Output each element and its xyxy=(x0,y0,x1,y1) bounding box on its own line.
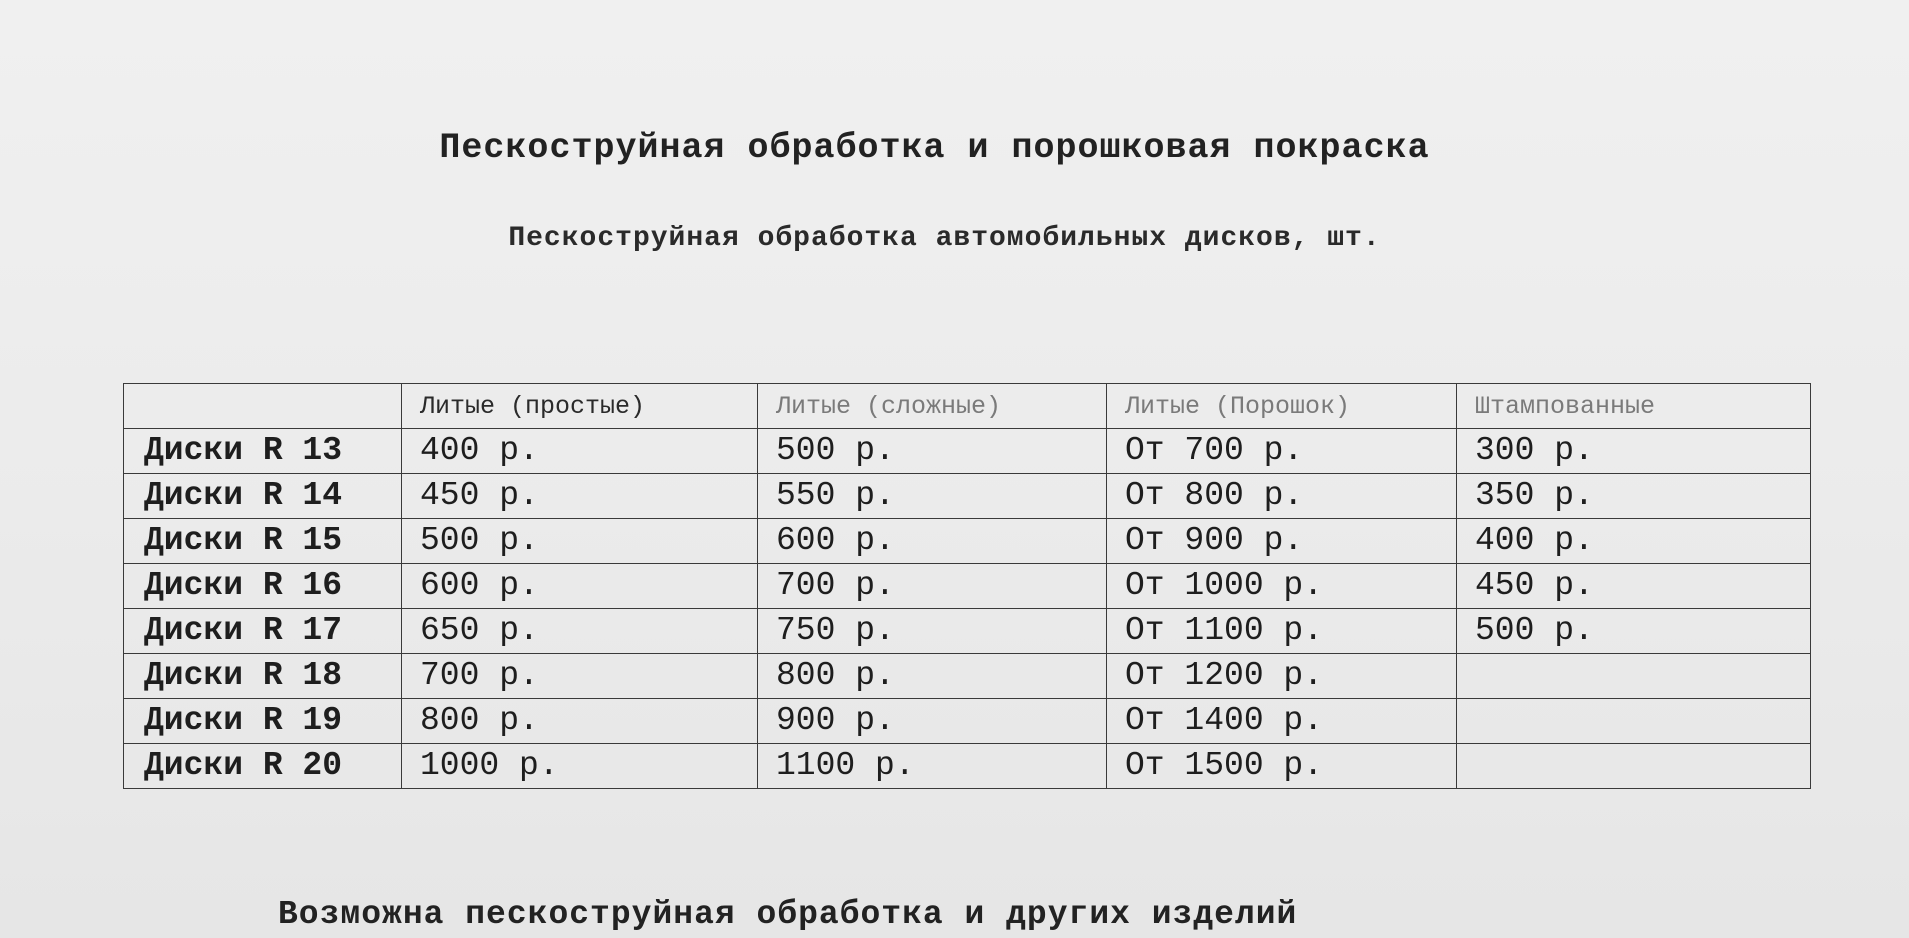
price-cell: 400 р. xyxy=(402,429,758,474)
price-cell: 550 р. xyxy=(758,474,1107,519)
price-cell: 750 р. xyxy=(758,609,1107,654)
price-table xyxy=(123,383,1811,789)
price-cell: От 900 р. xyxy=(1107,519,1457,564)
document-title: Пескоструйная обработка и порошковая покраска xyxy=(439,128,1430,168)
price-cell: От 1400 р. xyxy=(1107,699,1457,744)
row-label: Диски R 18 xyxy=(124,654,402,699)
header-cell-cast-simple: Литые (простые) xyxy=(402,384,758,429)
price-cell: 600 р. xyxy=(758,519,1107,564)
table-row xyxy=(124,744,1811,789)
price-cell: 900 р. xyxy=(758,699,1107,744)
price-cell: 800 р. xyxy=(402,699,758,744)
price-cell: 450 р. xyxy=(402,474,758,519)
table-row xyxy=(124,609,1811,654)
price-cell: 800 р. xyxy=(758,654,1107,699)
table-row xyxy=(124,654,1811,699)
price-cell: 300 р. xyxy=(1457,429,1811,474)
row-label: Диски R 19 xyxy=(124,699,402,744)
price-cell: 1100 р. xyxy=(758,744,1107,789)
document-subtitle: Пескоструйная обработка автомобильных дисков, шт. xyxy=(508,223,1381,254)
header-row xyxy=(124,384,1811,429)
price-cell: 400 р. xyxy=(1457,519,1811,564)
price-cell: 700 р. xyxy=(402,654,758,699)
header-cell-cast-complex: Литые (сложные) xyxy=(758,384,1107,429)
row-label: Диски R 20 xyxy=(124,744,402,789)
price-cell: От 1500 р. xyxy=(1107,744,1457,789)
header-cell-cast-powder: Литые (Порошок) xyxy=(1107,384,1457,429)
row-label: Диски R 15 xyxy=(124,519,402,564)
price-cell: 1000 р. xyxy=(402,744,758,789)
price-cell: От 700 р. xyxy=(1107,429,1457,474)
footer-note: Возможна пескоструйная обработка и других изделий xyxy=(278,896,1298,933)
header-cell-stamped: Штампованные xyxy=(1457,384,1811,429)
price-cell xyxy=(1457,699,1811,744)
price-cell: От 1100 р. xyxy=(1107,609,1457,654)
price-cell: 700 р. xyxy=(758,564,1107,609)
row-label: Диски R 14 xyxy=(124,474,402,519)
table-row xyxy=(124,474,1811,519)
price-table-body xyxy=(124,429,1811,789)
table-row xyxy=(124,564,1811,609)
row-label: Диски R 13 xyxy=(124,429,402,474)
price-cell: 650 р. xyxy=(402,609,758,654)
price-cell xyxy=(1457,744,1811,789)
table-row xyxy=(124,519,1811,564)
row-label: Диски R 17 xyxy=(124,609,402,654)
price-cell: 500 р. xyxy=(402,519,758,564)
price-cell: 600 р. xyxy=(402,564,758,609)
price-table-header xyxy=(124,384,1811,429)
price-cell: От 1000 р. xyxy=(1107,564,1457,609)
row-label: Диски R 16 xyxy=(124,564,402,609)
price-cell: От 1200 р. xyxy=(1107,654,1457,699)
price-cell: От 800 р. xyxy=(1107,474,1457,519)
table-row xyxy=(124,699,1811,744)
header-cell-empty xyxy=(124,384,402,429)
table-row xyxy=(124,429,1811,474)
price-cell: 450 р. xyxy=(1457,564,1811,609)
price-cell: 500 р. xyxy=(1457,609,1811,654)
price-cell: 350 р. xyxy=(1457,474,1811,519)
price-cell: 500 р. xyxy=(758,429,1107,474)
price-cell xyxy=(1457,654,1811,699)
